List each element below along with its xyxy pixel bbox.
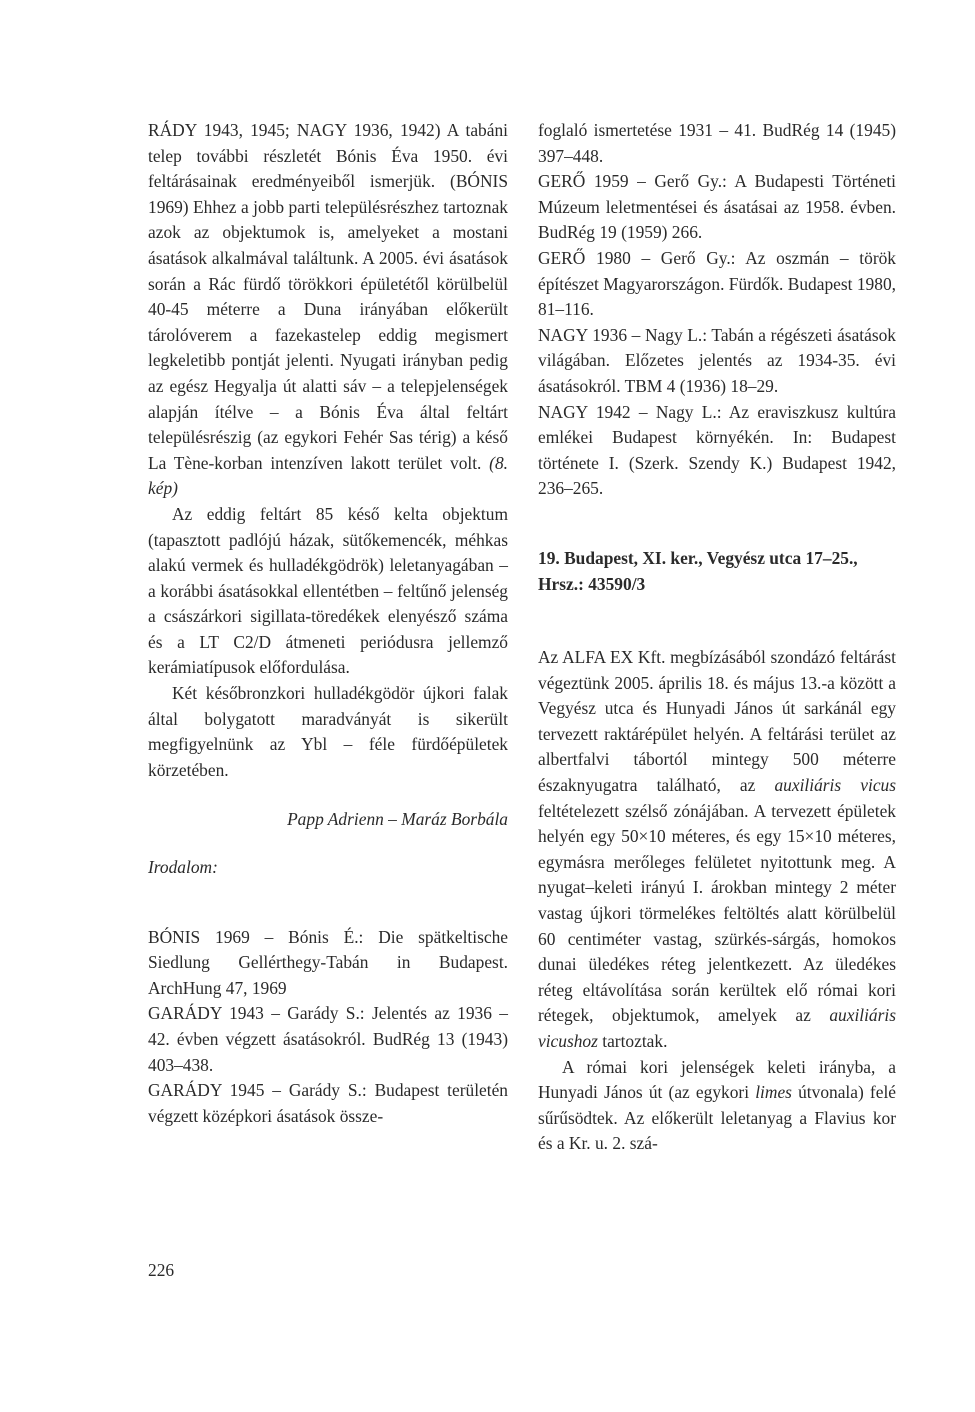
reference-item: GARÁDY 1945 – Garády S.: Budapest területén végzett középkori ásatások össze- (148, 1080, 508, 1126)
paragraph-text: Az ALFA EX Kft. megbízásából szondázó feltárást végeztünk 2005. április 18. és május 13.-a között a Vegyész utca és Hunyadi János út sarkánál egy tervezett raktárépület helyén. A feltárási terület az albertfalvi tábortól mintegy 500 méterre északnyugatra található, az (538, 647, 896, 796)
paragraph-kelta-objektum: Az eddig feltárt 85 késő kelta objektum (tapasztott padlójú házak, sütőkemencék, méhkas alakú vermek és hulladékgödrök) leletanyagában – a korábbi ásatásokkal ellentétben – feltűnő jelenség a császárkori sigillata-töredékek elenyésző száma és a LT C2/D átmeneti periódusra jellemző kerámiatípusok előfordulása. (148, 503, 508, 678)
irodalom-heading: Irodalom: (148, 857, 218, 878)
reference-item: NAGY 1942 – Nagy L.: Az eraviszkusz kultúra emlékei Budapest környékén. In: Budapest története I. (Szerk. Szendy K.) Budapest 1942, 236–265. (538, 401, 896, 499)
reference-item: GARÁDY 1943 – Garády S.: Jelentés az 1936 – 42. évben végzett ásatásokról. BudRég 13 (1943) 403–438. (148, 1003, 508, 1075)
paragraph-bronzkori-godor: Két későbronzkori hulladékgödör újkori falak által bolygatott maradványát is sikerült megfigyelnünk az Ybl – féle fürdőépületek körzetében. (148, 683, 508, 780)
paragraph-text: A római kori jelenségek keleti irányba, a Hunyadi János út (az egykori (538, 1056, 896, 1103)
paragraph-text: tartoztak. (597, 1031, 668, 1051)
paragraph-text: útvonala) felé sűrűsödtek. Az előkerült leletanyag a Flavius kor és a Kr. u. 2. szá- (538, 1082, 896, 1154)
left-column (148, 118, 508, 1129)
page-number: 226 (148, 1260, 175, 1280)
paragraph-alfa-ex (538, 645, 896, 1055)
paragraph-tabani-telep (148, 118, 508, 502)
italic-term: limes (755, 1082, 792, 1103)
italic-term: auxiliáris vicushoz (538, 1005, 896, 1051)
italic-term: auxiliáris vicus (774, 775, 897, 796)
authors-signature: Papp Adrienn – Maráz Borbála (287, 809, 508, 830)
reference-item: BÓNIS 1969 – Bónis É.: Die spätkeltische Siedlung Gellérthegy-Tabán in Budapest. ArchHung 47, 1969 (148, 926, 508, 998)
right-column (538, 118, 896, 1157)
paragraph-text: RÁDY 1943, 1945; NAGY 1936, 1942) A tabáni telep további részletét Bónis Éva 1950. évi feltárásainak eredményeiből ismerjük. (BÓNIS 1969) Ehhez a jobb parti településrészhez tartoznak azok az objektumok is, amelyeket a mostani ásatások alkalmával találtunk. A 2005. évi ásatások során a Rác fürdő törökkori épületétől körülbelül 40-45 méterre a Duna irányában előkerült tárolóverem a fazekastelep eddig megismert legkeletibb pontját jelenti. Nyugati irányban pedig az egész Hegyalja út alatti sáv – a telepjelenségek alapján ítélve – a Bónis Éva által feltárt településrészig (az egykori Fehér Sas térig) a késő La Tène-korban intenzíven lakott terület volt. (148, 120, 508, 473)
reference-item: GERŐ 1959 – Gerő Gy.: A Budapesti Történeti Múzeum leletmentései és ásatásai az 1958. évben. BudRég 19 (1959) 266. (538, 171, 896, 243)
paragraph-text: feltételezett szélső zónájában. A tervezett épületek helyén egy 50×10 méteres, és egy 15×10 méteres, egymásra merőleges felületet nyitottunk meg. A nyugat–keleti irányú I. árokban mintegy 2 méter vastag újkori törmelékes feltöltés alatt körülbelül 60 centiméter vastag, szürkés-sárgás, homokos dunai üledékes réteg jelentkezett. Az üledékes réteg eltávolítása során kerültek elő római kori rétegek, objektumok, amelyek az (538, 800, 896, 1026)
reference-item: NAGY 1936 – Nagy L.: Tabán a régészeti ásatások világában. Előzetes jelentés az 1934-35. évi ásatásokról. TBM 4 (1936) 18–29. (538, 324, 896, 396)
paragraph-romai-kori (538, 1055, 896, 1157)
reference-item: GERŐ 1980 – Gerő Gy.: Az oszmán – török építészet Magyarországon. Fürdők. Budapest 1980, 81–116. (538, 247, 896, 320)
figure-reference: (8. kép) (148, 452, 508, 499)
reference-item-continued: foglaló ismertetése 1931 – 41. BudRég 14 (1945) 397–448. (538, 120, 896, 166)
section-title: 19. Budapest, XI. ker., Vegyész utca 17–25., Hrsz.: 43590/3 (538, 547, 858, 594)
